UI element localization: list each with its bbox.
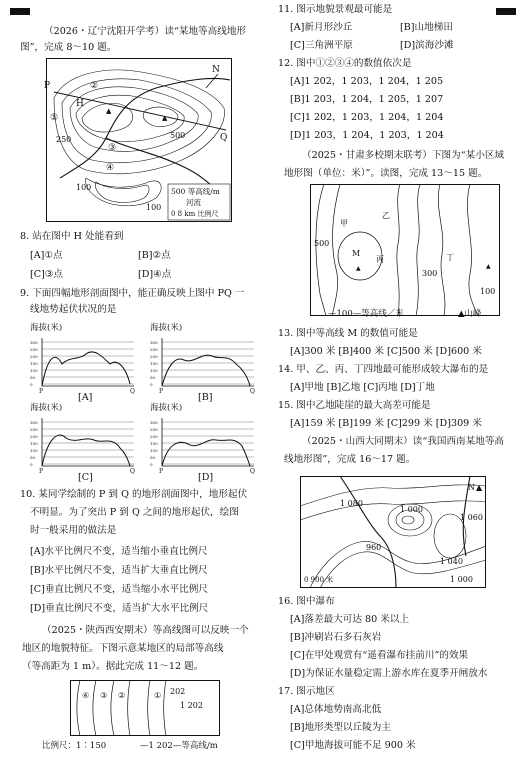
map1-label-100a: 100 <box>146 203 162 212</box>
q16-option-d[interactable]: [D]为保证水量稳定需上游水库在夏季开闸放水 <box>290 668 488 679</box>
q9-tick-label: 0 <box>30 382 33 387</box>
contour-map-4 <box>300 476 486 588</box>
q10-option-b[interactable]: [B]水平比例尺不变，适当扩大垂直比例尺 <box>30 565 208 576</box>
q10-option-c[interactable]: [C]垂直比例尺不变，适当缩小水平比例尺 <box>30 584 208 595</box>
q10-option-d[interactable]: [D]垂直比例尺不变，适当扩大水平比例尺 <box>30 603 209 614</box>
q11-option-b[interactable]: [B]山地梯田 <box>400 22 453 33</box>
q9-tick-label: 50 <box>150 455 156 460</box>
map2-label-1: ① <box>154 691 162 700</box>
q9-axis <box>162 338 254 386</box>
map3-label-100: 100 <box>480 287 496 296</box>
q9-tick-label: 0 <box>150 382 153 387</box>
map1-label-100b: 100 <box>76 183 92 192</box>
q12-stem: 12. 图中①②③④的数值依次是 <box>278 58 412 69</box>
q9-tick-label: 300 <box>150 420 158 425</box>
map3-peak-legend: ▲山峰 <box>458 309 482 319</box>
map4-label-1000a: 1 000 <box>400 505 423 514</box>
q9-tick-label: 300 <box>30 340 38 345</box>
intro-16-17-line1: （2025・山西大同期末）读“我国西南某地等高 <box>302 436 505 447</box>
q9-tick-label: 300 <box>150 340 158 345</box>
q12-option-b[interactable]: [B]1 203，1 204，1 205，1 207 <box>290 94 444 105</box>
intro-16-17-line2: 线地形图”，完成 16～17 题。 <box>284 454 416 465</box>
q9-profile-caption: [A] <box>78 392 93 403</box>
intro-11-12-line3: （等高距为 1 m）。据此完成 11～12 题。 <box>22 661 204 672</box>
q11-stem: 11. 图示地貌景观最可能是 <box>278 4 393 15</box>
q10-stem-line2: 不明显。为了突出 P 到 Q 之间的地形起伏，绘图 <box>30 507 239 518</box>
map2-label-3: ③ <box>100 691 108 700</box>
map4-label-1060: 1 060 <box>460 513 483 522</box>
map1-point-4: ④ <box>106 163 115 173</box>
q16-option-c[interactable]: [C]在甲处观赏有“遥看瀑布挂前川”的效果 <box>290 650 469 661</box>
q17-option-c[interactable]: [C]甲地海拔可能不足 900 米 <box>290 740 416 751</box>
q9-tick-label: 150 <box>30 441 38 446</box>
q9-profile-c[interactable] <box>30 402 142 483</box>
q9-profile-caption: [C] <box>78 472 93 483</box>
q9-profile-line <box>162 355 250 386</box>
q9-tick-label: 0 <box>30 462 33 467</box>
q14-options[interactable]: [A]甲地 [B]乙地 [C]丙地 [D]丁地 <box>290 382 435 393</box>
q13-options[interactable]: [A]300 米 [B]400 米 [C]500 米 [D]600 米 <box>290 346 482 357</box>
q9-tick-label: 100 <box>30 448 38 453</box>
map1-point-q: Q <box>220 133 228 143</box>
map2-label-202: 202 <box>170 687 186 696</box>
map1-point-2: ② <box>90 81 99 91</box>
map3-label-500: 500 <box>314 239 330 248</box>
q13-stem: 13. 图中等高线 M 的数值可能是 <box>278 328 418 339</box>
map1-point-3: ③ <box>108 143 117 153</box>
q8-stem: 8. 站在图中 H 处能看到 <box>20 231 124 242</box>
q9-tick-label: 200 <box>30 434 38 439</box>
svg-text:▲: ▲ <box>162 114 168 122</box>
q15-options[interactable]: [A]159 米 [B]199 米 [C]299 米 [D]309 米 <box>290 418 482 429</box>
q16-option-b[interactable]: [B]冲刷岩石多石灰岩 <box>290 632 382 643</box>
q9-tick-label: 100 <box>150 448 158 453</box>
map1-point-h: H <box>76 99 84 109</box>
q12-option-a[interactable]: [A]1 202，1 203，1 204，1 205 <box>290 76 444 87</box>
q9-tick-label: 50 <box>30 375 36 380</box>
q9-tick-label: 250 <box>30 347 38 352</box>
q9-point-q: Q <box>130 388 135 395</box>
q17-option-b[interactable]: [B]地形类型以丘陵为主 <box>290 722 391 733</box>
q14-stem: 14. 甲、乙、丙、丁四地最可能形成较大瀑布的是 <box>278 364 489 375</box>
contour-map-1 <box>46 58 232 222</box>
q9-profile-ylabel: 海拔(米) <box>30 323 63 333</box>
map4-north: N <box>468 483 475 492</box>
map1-legend-river: 河流 <box>186 198 201 207</box>
intro-13-15-line1: （2025・甘肃多校期末联考）下图为“某小区域 <box>302 150 505 161</box>
q9-tick-label: 150 <box>150 441 158 446</box>
q10-option-a[interactable]: [A]水平比例尺不变，适当缩小垂直比例尺 <box>30 546 208 557</box>
map1-point-p: P <box>44 81 51 91</box>
q11-option-a[interactable]: [A]新月形沙丘 <box>290 22 353 33</box>
q9-tick-label: 250 <box>30 427 38 432</box>
q12-option-d[interactable]: [D]1 203，1 204，1 203，1 204 <box>290 130 444 141</box>
svg-text:▲: ▲ <box>106 107 112 115</box>
svg-text:▲: ▲ <box>476 483 483 492</box>
q11-option-c[interactable]: [C]三角洲平原 <box>290 40 353 51</box>
map2-label-1202: 1 202 <box>180 701 203 710</box>
q9-tick-label: 300 <box>30 420 38 425</box>
map3-label-m: M <box>352 249 361 258</box>
map1-legend-contour: 500 等高线/m <box>171 187 220 196</box>
map1-label-500: 500 <box>170 131 186 140</box>
q9-axis <box>42 338 134 386</box>
map3-label-jia: 甲 <box>340 219 348 228</box>
q9-profile-plot <box>30 414 140 474</box>
q9-profile-d[interactable] <box>150 402 262 483</box>
q9-tick-label: 50 <box>30 455 36 460</box>
q9-point-p: P <box>159 468 164 475</box>
q9-tick-label: 250 <box>150 427 158 432</box>
q9-tick-label: 50 <box>150 375 156 380</box>
q9-point-p: P <box>39 388 44 395</box>
intro-13-15-line2: 地形图（单位：米）”。读图，完成 13～15 题。 <box>284 168 488 179</box>
q9-tick-label: 150 <box>30 361 38 366</box>
q8-option-a[interactable]: [A]①点 <box>30 250 63 261</box>
svg-text:▲: ▲ <box>486 263 491 270</box>
q9-tick-label: 200 <box>150 434 158 439</box>
page-corner-mark-right <box>496 8 516 15</box>
q9-profile-ylabel: 海拔(米) <box>150 323 183 333</box>
q9-point-q: Q <box>130 468 135 475</box>
q9-point-p: P <box>39 468 44 475</box>
q10-stem-line3: 时一般采用的做法是 <box>30 525 117 536</box>
q9-axis <box>42 418 134 466</box>
q8-option-c[interactable]: [C]③点 <box>30 269 64 280</box>
q9-profile-plot <box>30 334 140 394</box>
q9-profile-ylabel: 海拔(米) <box>150 403 183 413</box>
q9-profile-line <box>162 440 250 466</box>
map3-legend: —100—等高线／米 <box>328 309 404 319</box>
q11-option-d[interactable]: [D]滨海沙滩 <box>400 40 454 51</box>
map1-north: N <box>212 65 220 75</box>
contour-map-3 <box>310 184 500 316</box>
q9-profile-plot <box>150 414 260 474</box>
q9-tick-label: 200 <box>150 354 158 359</box>
q9-profile-caption: [B] <box>198 392 213 403</box>
map3-label-ding: 丁 <box>446 253 454 262</box>
q9-tick-label: 100 <box>30 368 38 373</box>
map1-label-250: 250 <box>56 135 72 144</box>
q9-stem-line2: 线地势起伏状况的是 <box>30 304 117 315</box>
q9-tick-label: 0 <box>150 462 153 467</box>
q17-stem: 17. 图示地区 <box>278 686 335 697</box>
map4-scale: 0 900 米 <box>304 576 334 584</box>
q16-stem: 16. 图中瀑布 <box>278 596 335 607</box>
q9-profile-line <box>42 435 130 466</box>
map2-scale: 比例尺：1∶150 <box>42 741 107 751</box>
intro-11-12-line1: （2025・陕西西安期末）等高线图可以反映一个 <box>42 625 249 636</box>
map2-label-2: ② <box>118 691 126 700</box>
intro-11-12-line2: 地区的地貌特征。下图示意某地区的局部等高线 <box>22 643 224 654</box>
q16-option-a[interactable]: [A]落差最大可达 80 米以上 <box>290 614 410 625</box>
q9-profile-ylabel: 海拔(米) <box>30 403 63 413</box>
map3-label-300: 300 <box>422 269 438 278</box>
q17-option-a[interactable]: [A]总体地势南高北低 <box>290 704 382 715</box>
q9-point-p: P <box>159 388 164 395</box>
q15-stem: 15. 图中乙地陡崖的最大高差可能是 <box>278 400 431 411</box>
q8-option-b[interactable]: [B]②点 <box>138 250 171 261</box>
map2-legend: —1 202—等高线/m <box>140 741 218 751</box>
map3-label-yi: 乙 <box>382 211 390 220</box>
q9-profile-caption: [D] <box>198 472 214 483</box>
q9-tick-label: 200 <box>30 354 38 359</box>
map4-label-1000b: 1 000 <box>450 575 473 584</box>
map2-label-4: ④ <box>82 691 90 700</box>
map4-label-1040: 1 040 <box>440 557 463 566</box>
svg-text:▲: ▲ <box>356 265 361 272</box>
map3-label-bing: 丙 <box>376 255 384 264</box>
page-corner-mark-left <box>10 8 30 15</box>
q9-profile-a[interactable] <box>30 322 142 403</box>
q9-stem-line1: 9. 下面四幅地形剖面图中，能正确反映上图中 PQ 一 <box>20 288 245 299</box>
map4-label-960: 960 <box>366 543 382 552</box>
map4-label-1080: 1 080 <box>340 499 363 508</box>
q9-axis <box>162 418 254 466</box>
q9-tick-label: 100 <box>150 368 158 373</box>
q9-point-q: Q <box>250 468 255 475</box>
q9-tick-label: 250 <box>150 347 158 352</box>
contour-map-2 <box>70 680 220 736</box>
q9-tick-label: 150 <box>150 361 158 366</box>
map1-point-1: ① <box>50 113 59 123</box>
q9-profile-b[interactable] <box>150 322 262 403</box>
q9-profile-line <box>42 352 130 386</box>
q10-stem-line1: 10. 某同学绘制的 P 到 Q 的地形剖面图中，地形起伏 <box>20 489 248 500</box>
q9-profile-plot <box>150 334 260 394</box>
q12-option-c[interactable]: [C]1 202，1 203，1 204，1 204 <box>290 112 444 123</box>
intro-8-10-line2: 图”，完成 8～10 题。 <box>20 42 117 53</box>
map1-legend-scale: 0 8 km 比例尺 <box>171 210 219 218</box>
q9-point-q: Q <box>250 388 255 395</box>
q8-option-d[interactable]: [D]④点 <box>138 269 172 280</box>
intro-8-10-line1: （2026・辽宁沈阳开学考）读“某地等高线地形 <box>44 26 247 37</box>
